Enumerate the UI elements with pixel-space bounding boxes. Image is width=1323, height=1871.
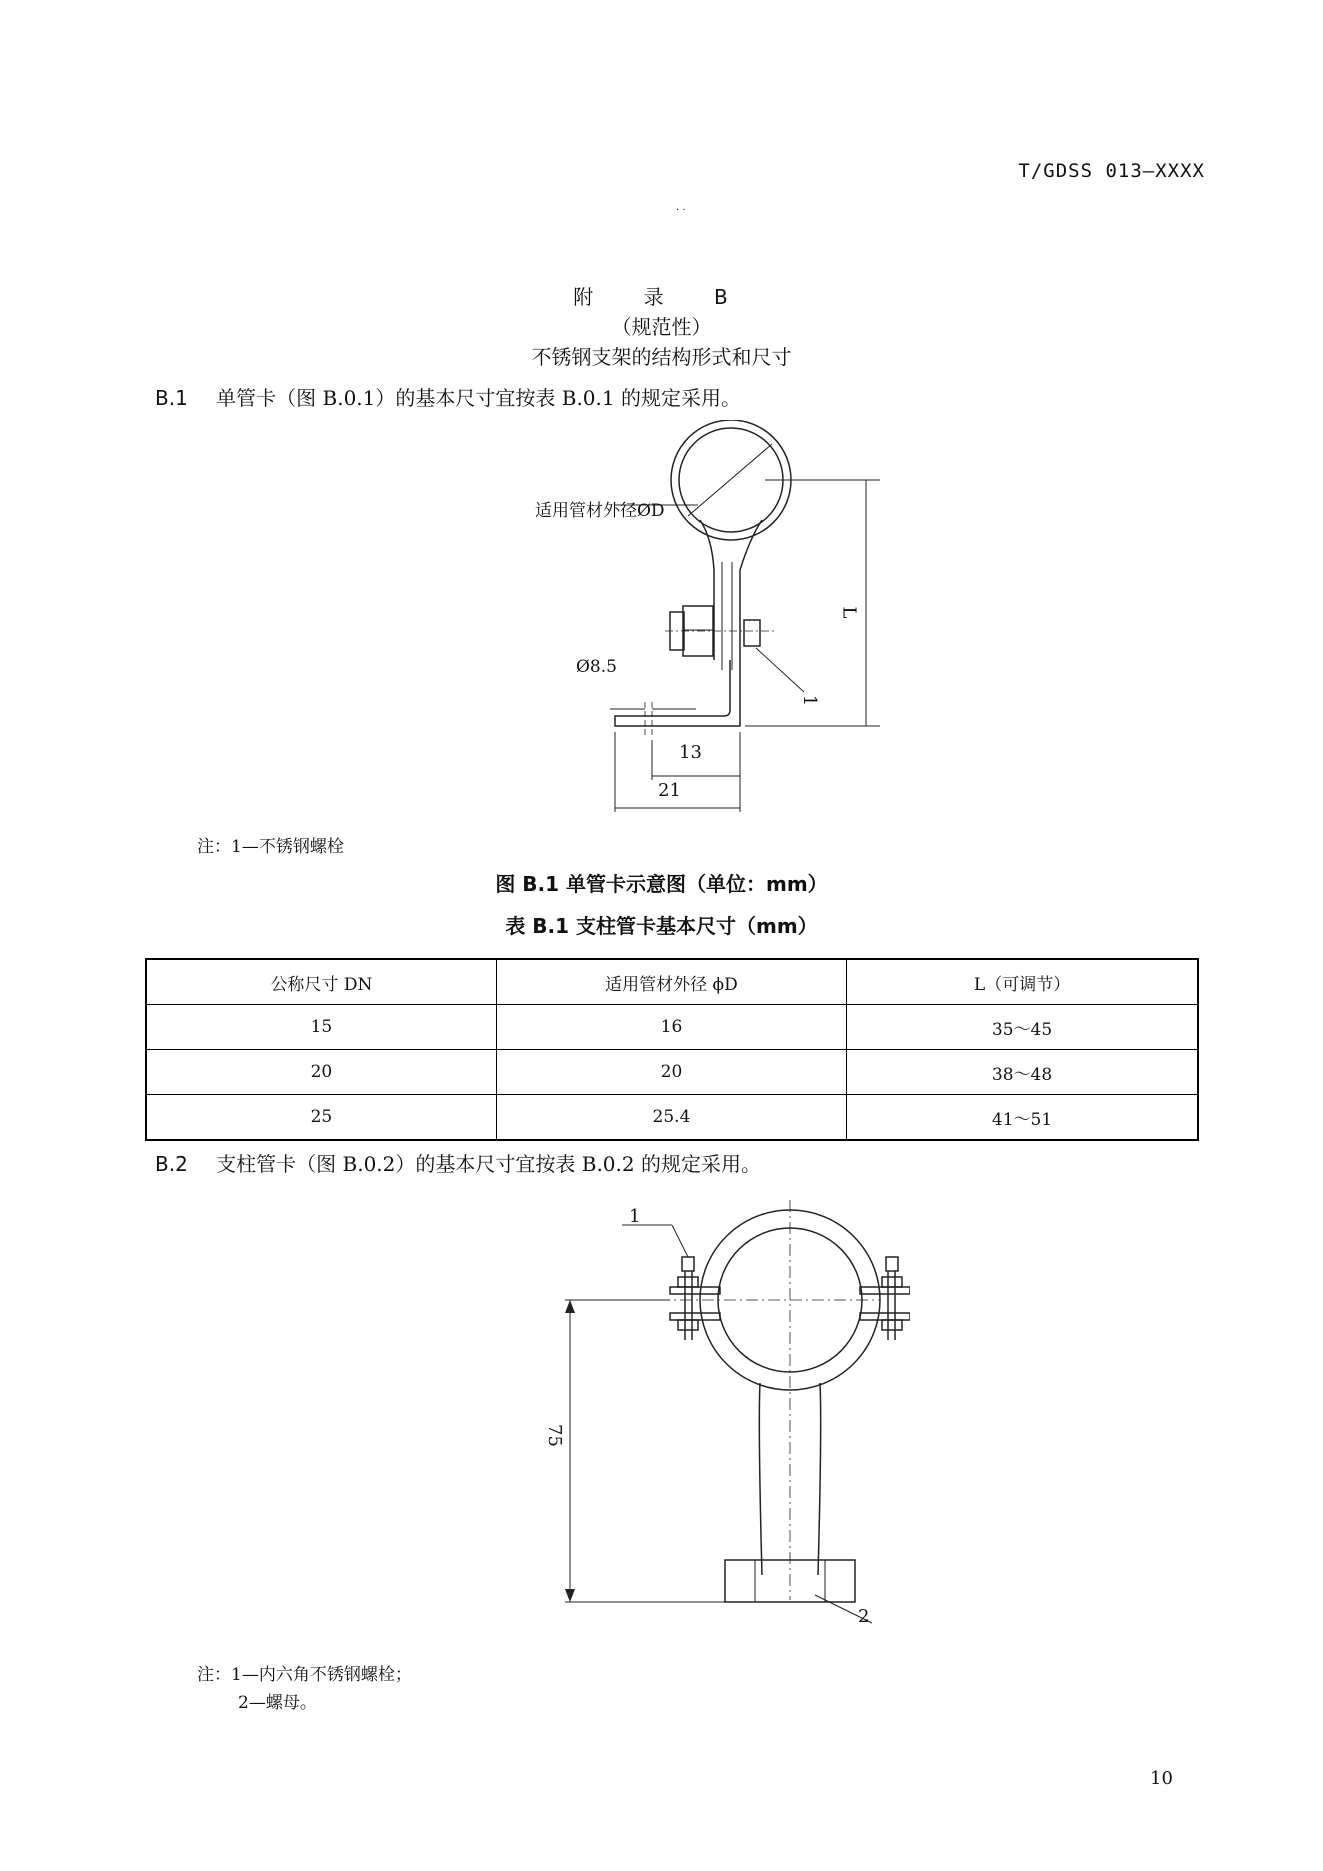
angle-bracket: [615, 660, 740, 726]
table-cell: 20: [146, 1050, 496, 1095]
table-header-cell: 适用管材外径 ϕD: [496, 959, 846, 1005]
label-outer-diameter: 适用管材外径ØD: [535, 501, 665, 521]
stem-right: [818, 1383, 821, 1575]
label-hole-diameter: Ø8.5: [576, 657, 617, 677]
left-lug-top: [670, 1287, 720, 1294]
appendix-title: 不锈钢支架的结构形式和尺寸: [531, 345, 792, 369]
right-bolt-head: [886, 1257, 898, 1271]
document-code: T/GDSS 013—XXXX: [1018, 160, 1205, 182]
callout-1-label: 1: [799, 694, 821, 707]
table-cell: 41～51: [847, 1095, 1198, 1141]
table-b1-caption: 表 B.1 支柱管卡基本尺寸（mm）: [505, 914, 818, 938]
dim-label-13: 13: [679, 742, 702, 763]
clause-b1: [155, 382, 741, 411]
callout-1-label: 1: [629, 1206, 641, 1227]
figure-b2-note-2: 2—螺母。: [238, 1693, 317, 1713]
table-row: [146, 1005, 1198, 1050]
table-cell: 25.4: [496, 1095, 846, 1141]
left-bolt-head: [682, 1257, 694, 1271]
callout-2-label: 2: [858, 1606, 870, 1627]
figure-b1-note: 注：1—不锈钢螺栓: [197, 837, 344, 857]
clause-b1-text: 单管卡（图 B.0.1）的基本尺寸宜按表 B.0.1 的规定采用。: [216, 386, 741, 410]
column-pipe-clamp-drawing: [550, 1195, 910, 1625]
table-cell: 38～48: [847, 1050, 1198, 1095]
table-cell: 25: [146, 1095, 496, 1141]
table-header-row: [146, 959, 1198, 1005]
clause-b2: [155, 1148, 761, 1177]
stem-left: [759, 1383, 762, 1575]
clause-b2-text: 支柱管卡（图 B.0.2）的基本尺寸宜按表 B.0.2 的规定采用。: [216, 1152, 761, 1176]
appendix-label: 附 录 B: [573, 285, 750, 309]
appendix-nature: （规范性）: [611, 315, 712, 339]
dimension-table: [145, 958, 1199, 1141]
table-header-cell: 公称尺寸 DN: [146, 959, 496, 1005]
left-lug-bottom: [670, 1313, 720, 1320]
dim-label-L: L: [838, 606, 860, 619]
clamp-neck-left: [700, 520, 714, 660]
table-cell: 15: [146, 1005, 496, 1050]
clause-b2-number: B.2: [155, 1152, 188, 1176]
table-cell: 20: [496, 1050, 846, 1095]
figure-b2-note-1: 注：1—内六角不锈钢螺栓；: [197, 1665, 412, 1685]
right-lug-bottom: [860, 1313, 910, 1320]
dim-label-75: 75: [543, 1424, 565, 1447]
table-row: [146, 1095, 1198, 1141]
figure-b1-caption: 图 B.1 单管卡示意图（单位：mm）: [495, 872, 828, 896]
header-dots: · ·: [676, 205, 686, 216]
table-cell: 35～45: [847, 1005, 1198, 1050]
table-row: [146, 1050, 1198, 1095]
clause-b1-number: B.1: [155, 386, 188, 410]
bolt-head: [744, 620, 760, 646]
right-lug-top: [860, 1287, 910, 1294]
table-cell: 16: [496, 1005, 846, 1050]
table-header-cell: L（可调节）: [847, 959, 1198, 1005]
dim-label-21: 21: [658, 780, 681, 801]
page-number: 10: [1150, 1768, 1173, 1789]
